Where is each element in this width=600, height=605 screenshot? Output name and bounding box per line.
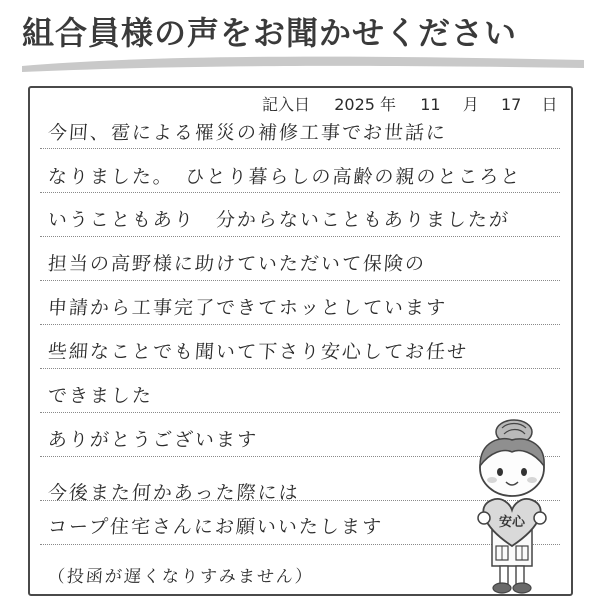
page-title: 組合員様の声をお聞かせください [22, 14, 518, 52]
comment-line: ありがとうございます [47, 429, 259, 451]
comment-line: 些細なことでも聞いて下さり安心してお任せ [47, 341, 469, 363]
header [0, 0, 600, 82]
entry-date [262, 92, 558, 115]
comment-line: できました [47, 385, 154, 407]
comment-line: 今後また何かあった際には [47, 482, 301, 504]
writing-rule [40, 148, 560, 149]
comment-line: 担当の高野様に助けていただいて保険の [47, 253, 427, 275]
date-year-unit: 年 [380, 95, 397, 114]
writing-rule [40, 324, 560, 325]
date-month-unit: 月 [462, 95, 479, 114]
date-month: 11 [420, 95, 441, 114]
date-label: 記入日 [262, 95, 311, 114]
title-underline-brush [18, 50, 588, 74]
writing-rule [40, 192, 560, 193]
comment-line: コープ住宅さんにお願いいたします [47, 516, 384, 538]
writing-rule [40, 368, 560, 369]
date-year: 2025 [334, 95, 375, 114]
writing-rule [40, 280, 560, 281]
date-day: 17 [500, 95, 522, 114]
mascot-illustration [462, 418, 562, 596]
heart-label: 安心 [498, 515, 526, 530]
date-day-unit: 日 [541, 95, 558, 114]
comment-line: いうこともあり 分からないこともありましたが [47, 209, 511, 231]
comment-line: （投函が遅くなりすみません） [47, 567, 315, 587]
comment-line: 申請から工事完了できてホッとしています [47, 297, 448, 319]
comment-line: 今回、雹による罹災の補修工事でお世話に [47, 122, 448, 144]
writing-rule [40, 412, 560, 413]
comment-line: なりました。 ひとり暮らしの高齢の親のところと [47, 166, 523, 188]
writing-rule [40, 236, 560, 237]
